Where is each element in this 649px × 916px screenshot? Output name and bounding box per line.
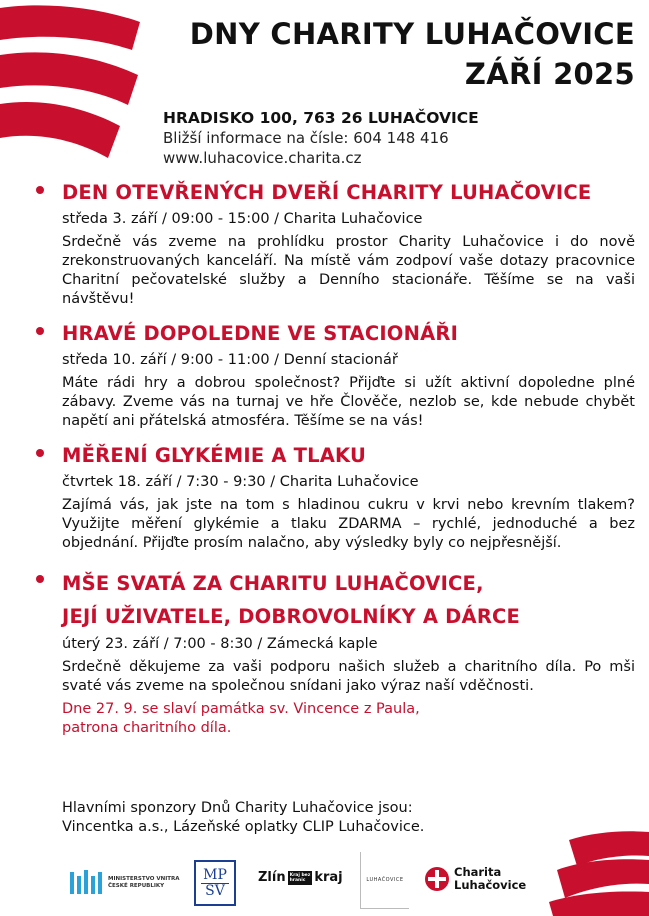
charita-place: Luhačovice bbox=[454, 878, 527, 892]
event-item bbox=[40, 567, 635, 738]
bullet-icon bbox=[36, 449, 44, 457]
mv-name-2: ČESKÉ REPUBLIKY bbox=[108, 883, 165, 889]
zlin-small-2: hranic bbox=[289, 877, 306, 883]
charita-luhacovice-logo bbox=[424, 866, 526, 892]
sponsors-line: Vincentka a.s., Lázeňské oplatky CLIP Luhačovice. bbox=[62, 819, 425, 835]
partner-logos bbox=[60, 852, 540, 912]
event-description: Srdečně vás zveme na prohlídku prostor Charity Luhačovice i do nově zrekonstruovaných kanceláří. Na místě vám zodpoví vaše dotazy pracovnice Charitní pečovatelské služby a Denního stacionáře. Těšíme se na vaši návštěvu! bbox=[62, 234, 635, 307]
kraj-text: kraj bbox=[314, 870, 343, 885]
event-title: MŠE SVATÁ ZA CHARITU LUHAČOVICE, bbox=[62, 572, 484, 595]
event-title-continued: JEJÍ UŽIVATELE, DOBROVOLNÍKY A DÁRCE bbox=[62, 605, 521, 628]
event-item bbox=[40, 178, 635, 309]
mv-name: MINISTERSTVO VNITRA bbox=[108, 876, 180, 882]
charita-cross-icon bbox=[424, 866, 450, 892]
phone-info: Bližší informace na čísle: 604 148 416 bbox=[163, 129, 449, 147]
sponsors bbox=[62, 799, 582, 837]
mpsv-bottom: SV bbox=[205, 882, 225, 899]
website-link[interactable]: www.luhacovice.charita.cz bbox=[163, 149, 362, 167]
event-meta: středa 3. září / 09:00 - 15:00 / Charita Luhačovice bbox=[62, 211, 423, 227]
luhacovice-town-logo bbox=[360, 852, 409, 909]
address: HRADISKO 100, 763 26 LUHAČOVICE bbox=[163, 109, 479, 127]
bullet-icon bbox=[36, 327, 44, 335]
event-description: Zajímá vás, jak jste na tom s hladinou cukru v krvi nebo krevním tlakem? Využijte měření glykémie a tlaku ZDARMA – rychlé, jednoduché a bez objednání. Přijďte prosím nalačno, aby výsledky byly co nejpřesnější. bbox=[62, 497, 635, 551]
mpsv-top: MP bbox=[203, 866, 227, 883]
bullet-icon bbox=[36, 186, 44, 194]
luhacovice-logo-text: LUHAČOVICE bbox=[366, 877, 404, 883]
event-meta: čtvrtek 18. září / 7:30 - 9:30 / Charita Luhačovice bbox=[62, 474, 419, 490]
event-note-line: Dne 27. 9. se slaví památka sv. Vincence z Paula, bbox=[62, 701, 420, 717]
charita-swoosh-logo-top bbox=[0, 0, 150, 170]
event-meta: středa 10. září / 9:00 - 11:00 / Denní stacionář bbox=[62, 352, 398, 368]
zlinsky-kraj-logo bbox=[258, 870, 343, 885]
mpsv-logo bbox=[194, 860, 236, 906]
header bbox=[155, 14, 635, 168]
event-note bbox=[40, 700, 635, 738]
event-title: DEN OTEVŘENÝCH DVEŘÍ CHARITY LUHAČOVICE bbox=[62, 181, 592, 204]
event-item bbox=[40, 441, 635, 553]
event-title: HRAVÉ DOPOLEDNE VE STACIONÁŘI bbox=[62, 322, 459, 345]
event-note-line: patrona charitního díla. bbox=[62, 720, 232, 736]
event-description: Máte rádi hry a dobrou společnost? Přijďte si užít aktivní dopoledne plné zábavy. Zveme vás na turnaj ve hře Člověče, nezlob se, kde nebude chybět napětí ani přátelská atmosféra. Těšíme se na vás! bbox=[62, 375, 635, 429]
event-description: Srdečně děkujeme za vaši podporu našich služeb a charitního díla. Po mši svaté vás zveme na společnou snídani jako výraz naší vděčnosti. bbox=[62, 659, 635, 694]
charita-name: Charita bbox=[454, 865, 502, 879]
event-title: MĚŘENÍ GLYKÉMIE A TLAKU bbox=[62, 444, 367, 467]
mv-lion-icon bbox=[68, 868, 104, 898]
event-meta: úterý 23. září / 7:00 - 8:30 / Zámecká kaple bbox=[62, 636, 378, 652]
zlin-small-1: Kraj bez bbox=[289, 872, 311, 878]
event-list bbox=[40, 178, 635, 748]
event-item bbox=[40, 319, 635, 431]
sponsors-line: Hlavními sponzory Dnů Charity Luhačovice jsou: bbox=[62, 800, 413, 816]
zlin-text: Zlín bbox=[258, 870, 286, 885]
bullet-icon bbox=[36, 575, 44, 583]
page-subtitle: ZÁŘÍ 2025 bbox=[464, 57, 635, 91]
page-title: DNY CHARITY LUHAČOVICE bbox=[189, 17, 635, 51]
mv-cr-logo bbox=[68, 868, 180, 898]
